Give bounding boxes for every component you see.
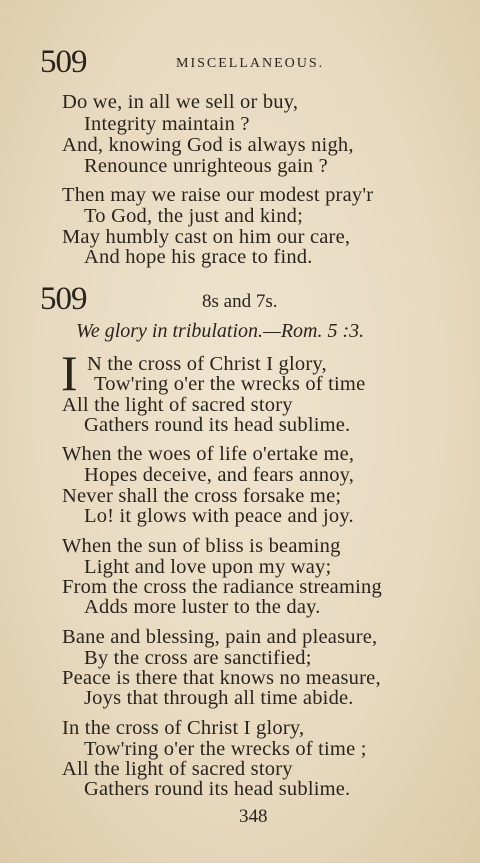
verse-line: Then may we raise our modest pray'r [62,184,374,206]
verse-line: N the cross of Christ I glory, [87,353,327,375]
verse-line: Tow'ring o'er the wrecks of time ; [84,738,367,760]
verse-line: Never shall the cross forsake me; [62,485,342,507]
verse-line: By the cross are sanctified; [84,647,312,669]
verse-line: When the woes of life o'ertake me, [62,443,355,465]
header-hymn-number: 509 [40,44,87,80]
verse-line: To God, the just and kind; [84,205,303,227]
verse-line: Gathers round its head sublime. [84,414,351,436]
verse-line: When the sun of bliss is beaming [62,535,341,557]
verse-line: And hope his grace to find. [84,246,313,268]
verse-line: Integrity maintain ? [84,113,250,135]
verse-line: All the light of sacred story [62,758,293,780]
verse-line: From the cross the radiance streaming [62,576,382,598]
verse-line: May humbly cast on him our care, [62,226,351,248]
verse-line: Adds more luster to the day. [84,596,321,618]
verse-line: Renounce unrighteous gain ? [84,155,328,177]
verse-line: In the cross of Christ I glory, [62,717,305,739]
verse-line: Light and love upon my way; [84,556,332,578]
verse-line: And, knowing God is always nigh, [62,134,354,156]
verse-line: Bane and blessing, pain and pleasure, [62,626,378,648]
hymn-number: 509 [40,281,87,317]
scripture-reference: We glory in tribulation.—Rom. 5 :3. [76,320,365,342]
drop-cap: I [61,345,78,401]
hymn-meter: 8s and 7s. [202,291,278,312]
verse-line: Hopes deceive, and fears annoy, [84,464,355,486]
verse-line: Tow'ring o'er the wrecks of time [94,373,366,395]
running-title: MISCELLANEOUS. [176,56,325,71]
verse-line: Do we, in all we sell or buy, [62,91,299,113]
page-number: 348 [239,806,268,827]
verse-line: All the light of sacred story [62,394,293,416]
verse-line: Peace is there that knows no measure, [62,667,381,689]
verse-line: Joys that through all time abide. [84,687,354,709]
verse-line: Gathers round its head sublime. [84,778,351,800]
verse-line: Lo! it glows with peace and joy. [84,505,354,527]
